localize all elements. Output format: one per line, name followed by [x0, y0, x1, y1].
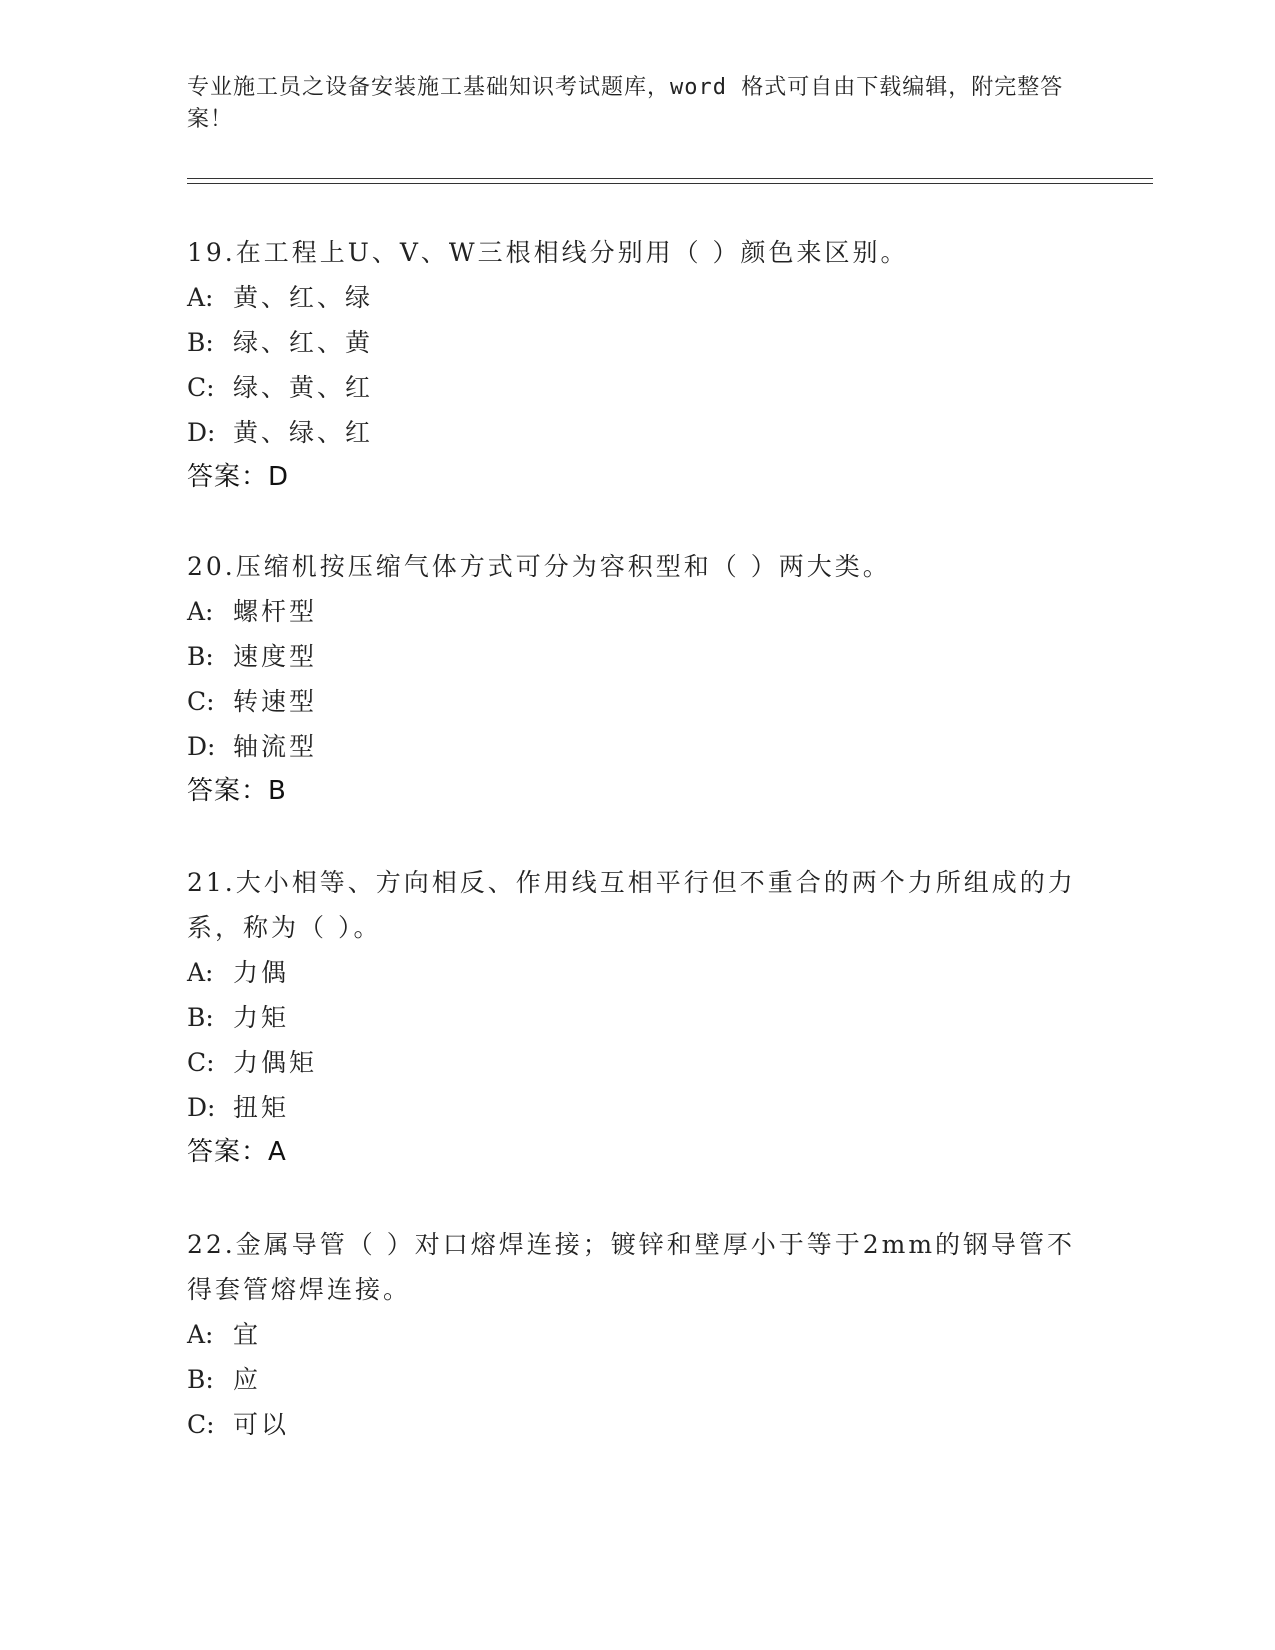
option-c: C: 转速型	[187, 687, 318, 716]
option-d: D: 扭矩	[187, 1093, 290, 1122]
answer-line: 答案：D	[187, 462, 290, 492]
option-b: B: 力矩	[187, 1003, 290, 1032]
option-b: B: 绿、红、黄	[187, 328, 374, 357]
option-b: B: 速度型	[187, 642, 318, 671]
header-divider-top	[187, 178, 1153, 179]
answer-line: 答案：A	[187, 1137, 287, 1167]
question-20	[187, 544, 1087, 814]
option-a: A: 螺杆型	[187, 597, 318, 626]
question-19	[187, 230, 1087, 500]
option-a: A: 宜	[187, 1320, 262, 1349]
option-d: D: 轴流型	[187, 732, 318, 761]
question-stem: 21.大小相等、方向相反、作用线互相平行但不重合的两个力所组成的力系，称为（ ）。	[187, 868, 1076, 942]
question-stem: 22.金属导管（ ）对口熔焊连接；镀锌和壁厚小于等于2mm的钢导管不得套管熔焊连接。	[187, 1230, 1076, 1304]
option-d: D: 黄、绿、红	[187, 418, 374, 447]
option-a: A: 力偶	[187, 958, 290, 987]
option-c: C: 力偶矩	[187, 1048, 318, 1077]
question-22	[187, 1222, 1087, 1447]
header-divider-bottom	[187, 183, 1153, 184]
question-stem: 20.压缩机按压缩气体方式可分为容积型和（ ）两大类。	[187, 552, 891, 581]
option-c: C: 绿、黄、红	[187, 373, 374, 402]
question-21	[187, 860, 1087, 1175]
document-header: 专业施工员之设备安装施工基础知识考试题库，word 格式可自由下载编辑，附完整答案！	[187, 75, 1064, 132]
answer-line: 答案：B	[187, 776, 287, 806]
question-stem: 19.在工程上U、V、W三根相线分别用（ ）颜色来区别。	[187, 238, 909, 267]
option-a: A: 黄、红、绿	[187, 283, 374, 312]
option-c: C: 可以	[187, 1410, 290, 1439]
option-b: B: 应	[187, 1365, 262, 1394]
